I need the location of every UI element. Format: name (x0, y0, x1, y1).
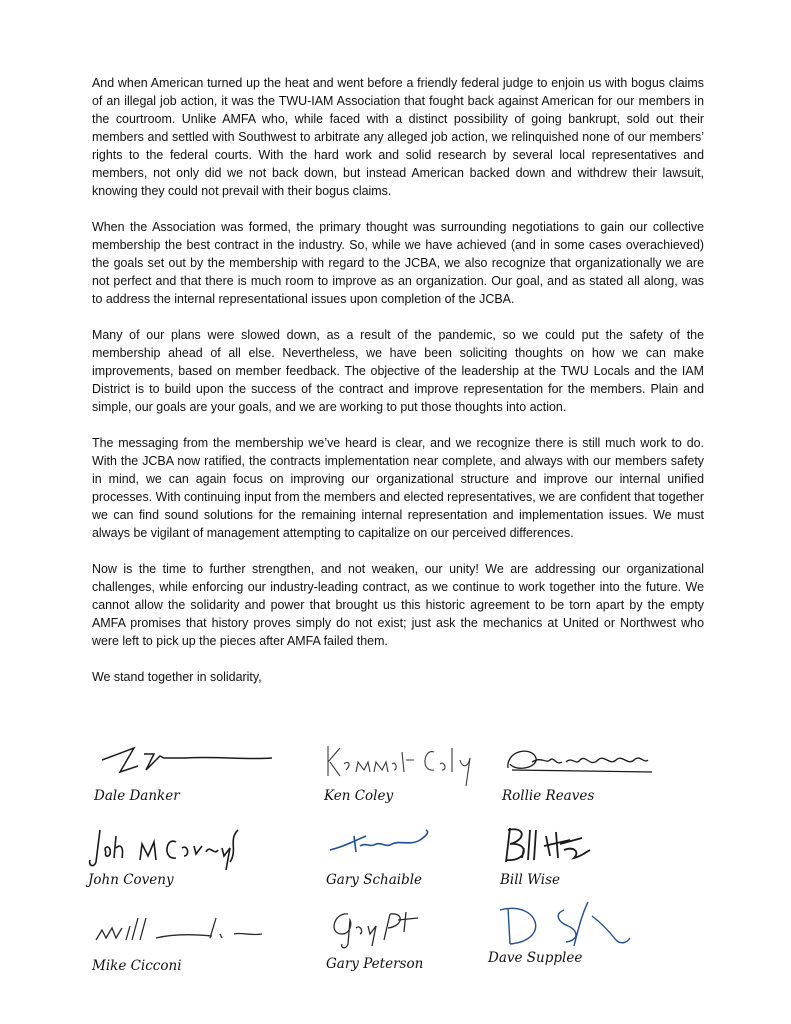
handwritten-signature (92, 912, 272, 962)
paragraph-2: When the Association was formed, the primary thought was surrounding negotiations to gain our collective membership the best contract in the industry. So, while we have achieved (and in some cases overachieved) the goals set out by the membership with regard to the JCBA, we also recognize that organizationally we are not perfect and that there is much room to improve as an organization. Our goal, and as stated all along, was to address the internal representational issues upon completion of the JCBA. (92, 220, 704, 306)
signature-block-bill-wise (500, 826, 680, 896)
paragraph-3: Many of our plans were slowed down, as a result of the pandemic, so we could put the safety of the membership ahead of all else. Nevertheless, we have been soliciting thoughts on how we can make improvements, based on member feedback. The objective of the leadership at the TWU Locals and the IAM District is to build upon the success of the contract and improve representation for the members. Plain and simple, our goals are your goals, and we are working to put those thoughts into action. (92, 328, 704, 414)
signer-name: Gary Peterson (326, 956, 424, 972)
signer-name: Dale Danker (94, 788, 180, 804)
signature-block-john-coveny (88, 826, 268, 896)
signature-block-gary-schaible (326, 826, 506, 896)
signer-name: Ken Coley (324, 788, 394, 804)
letter-body (92, 74, 704, 704)
signature-block-ken-coley (324, 742, 504, 812)
signer-name: Mike Cicconi (92, 958, 182, 974)
handwritten-signature (502, 742, 682, 792)
signer-name: Gary Schaible (326, 872, 423, 888)
signer-name: Dave Supplee (488, 950, 583, 966)
handwritten-signature (324, 742, 504, 792)
signature-block-gary-peterson (326, 910, 506, 980)
signer-name: Rollie Reaves (502, 788, 595, 804)
signature-block-dale-danker (94, 742, 274, 812)
paragraph-4: The messaging from the membership we’ve heard is clear, and we recognize there is still much work to do. With the JCBA now ratified, the contracts implementation near complete, and always with our members safety in mind, we can again focus on improving our organizational structure and improve our internal unified processes. With continuing input from the members and elected representatives, we are confident that together we can find sound solutions for the remaining internal representation and implementation issues. We must always be vigilant of management attempting to capitalize on our perceived differences. (92, 436, 704, 540)
signer-name: John Coveny (88, 872, 174, 888)
signer-name: Bill Wise (500, 872, 561, 888)
handwritten-signature (500, 826, 680, 876)
handwritten-signature (326, 910, 506, 960)
signature-block-mike-cicconi (92, 912, 272, 982)
signature-block-rollie-reaves (502, 742, 682, 812)
paragraph-1: And when American turned up the heat and went before a friendly federal judge to enjoin us with bogus claims of an illegal job action, it was the TWU-IAM Association that fought back against American for our members in the courtroom. Unlike AMFA who, while faced with a distinct possibility of going bankrupt, sold out their members and settled with Southwest to arbitrate any alleged job action, we relinquished none of our members’ rights to the federal courts. With the hard work and solid research by several local representatives and members, not only did we not back down, but instead American backed down and withdrew their lawsuit, knowing they could not prevail with their bogus claims. (92, 76, 704, 198)
handwritten-signature (94, 742, 274, 792)
handwritten-signature (326, 826, 506, 876)
closing-line: We stand together in solidarity, (92, 670, 262, 684)
paragraph-5: Now is the time to further strengthen, and not weaken, our unity! We are addressing our organizational challenges, while enforcing our industry-leading contract, as we continue to work together into the future. We cannot allow the solidarity and power that brought us this historic agreement to be torn apart by the empty AMFA promises that history proves simply do not exist; just ask the mechanics at United or Northwest who were left to pick up the pieces after AMFA failed them. (92, 562, 704, 648)
signature-block-dave-supplee (488, 900, 668, 970)
